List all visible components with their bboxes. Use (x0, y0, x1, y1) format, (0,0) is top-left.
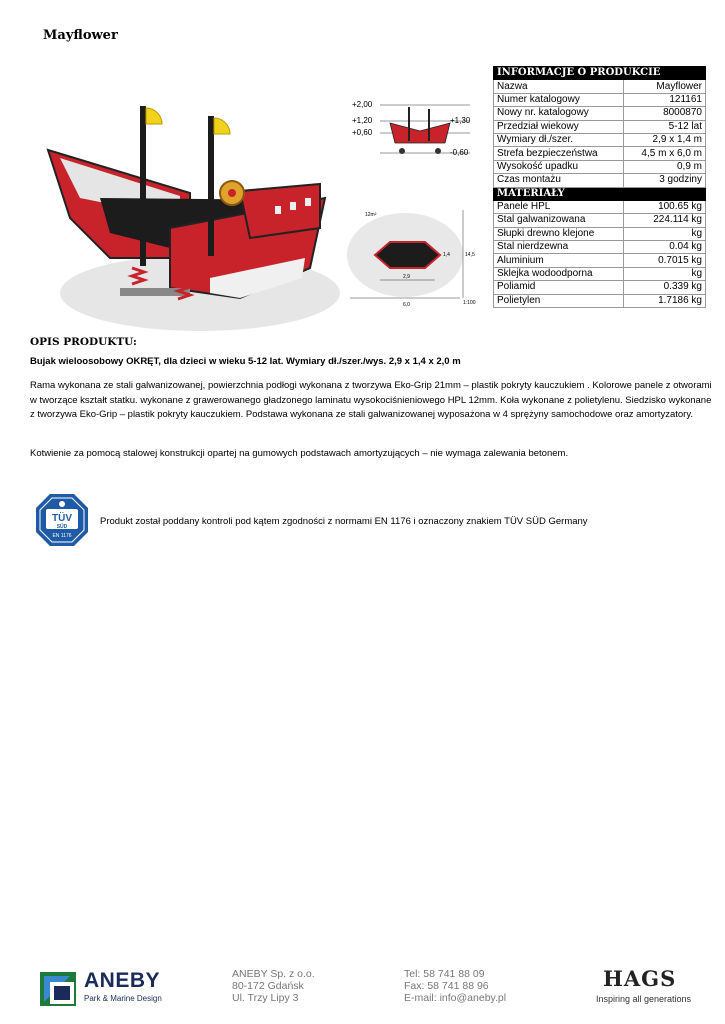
anchoring-paragraph: Kotwienie za pomocą stalowej konstrukcji opartej na gumowych podstawach amortyzujących – nie wymaga zalewania betonem. (30, 448, 569, 459)
side-label: +1,20 (352, 116, 373, 125)
row-label: Wymiary dł./szer. (494, 133, 624, 146)
dim-label: 6,0 (403, 302, 410, 308)
tuv-logo-text: EN 1176 (52, 533, 72, 539)
email[interactable]: E-mail: info@aneby.pl (404, 992, 507, 1004)
description-subtitle: Bujak wieloosobowy OKRĘT, dla dzieci w wieku 5-12 lat. Wymiary dł./szer./wys. 2,9 x 1,4 x 2,0 m (30, 356, 461, 367)
table-row (494, 93, 706, 106)
side-label: +2,00 (352, 100, 373, 109)
description-paragraph: Rama wykonana ze stali galwanizowanej, powierzchnia podłogi wykonana z tworzywa Eko-Grip 21mm – plastik pokryty kauczukiem . Kolorowe panele z otworami w tworzące kształt statku. wykonane z grawerowanego gładzonego laminatu wysokociśnieniowego HPL 12mm. Koła wykonane z polietylenu. Siedzisko wykonane z tworzywa Eko-Grip – plastik pokryty kauczukiem. Podstawa wykonana ze stali galwanizowanej wyposażona w 4 sprężyny samochodowe oraz amortyzatory. (30, 380, 712, 420)
row-label: Czas montażu (494, 174, 624, 187)
fax: Fax: 58 741 88 96 (404, 980, 489, 992)
row-label: Aluminium (494, 254, 624, 267)
tuv-statement: Produkt został poddany kontroli pod kątem zgodności z normami EN 1176 i oznaczony znakiem TÜV SÜD Germany (100, 516, 588, 527)
row-value: 0.04 kg (624, 241, 706, 254)
row-value: 100.65 kg (624, 200, 706, 213)
row-value: 121161 (624, 93, 706, 106)
table-row (494, 254, 706, 267)
row-label: Stal nierdzewna (494, 241, 624, 254)
address-line: Ul. Trzy Lipy 3 (232, 992, 299, 1004)
company-contact (404, 968, 506, 1004)
row-value: 1.7186 kg (624, 294, 706, 307)
company-address (232, 968, 315, 1004)
table-row (494, 107, 706, 120)
row-label: Nazwa (494, 80, 624, 93)
table-row (494, 133, 706, 146)
row-value: Mayflower (624, 80, 706, 93)
row-value: 5-12 lat (624, 120, 706, 133)
table-row (494, 281, 706, 294)
row-label: Panele HPL (494, 200, 624, 213)
side-label: -0,60 (450, 148, 469, 157)
row-label: Numer katalogowy (494, 93, 624, 106)
phone: Tel: 58 741 88 09 (404, 968, 485, 980)
aneby-name: ANEBY (84, 969, 161, 992)
table-row (494, 241, 706, 254)
page-title: Mayflower (43, 28, 118, 43)
info-header: INFORMACJE O PRODUKCIE (494, 67, 706, 80)
row-value: kg (624, 267, 706, 280)
table-row (494, 200, 706, 213)
hags-tagline: Inspiring all generations (596, 994, 692, 1004)
table-row (494, 294, 706, 307)
row-label: Przedział wiekowy (494, 120, 624, 133)
tuv-logo-text: TÜV (52, 513, 72, 524)
table-row (494, 227, 706, 240)
row-value: 0.7015 kg (624, 254, 706, 267)
row-value: 3 godziny (624, 174, 706, 187)
table-row (494, 160, 706, 173)
scale-label: 1:100 (463, 300, 476, 306)
row-label: Nowy nr. katalogowy (494, 107, 624, 120)
dim-label: 2,9 (403, 274, 410, 280)
aneby-tagline: Park & Marine Design (84, 994, 162, 1003)
row-label: Stal galwanizowana (494, 214, 624, 227)
table-row (494, 214, 706, 227)
area-label: 12m² (365, 212, 377, 218)
row-value: 0,9 m (624, 160, 706, 173)
dim-label: 14,5 (465, 252, 475, 258)
row-label: Wysokość upadku (494, 160, 624, 173)
row-label: Strefa bezpieczeństwa (494, 147, 624, 160)
row-value: kg (624, 227, 706, 240)
top-view-drawing (345, 200, 480, 310)
table-row (494, 147, 706, 160)
row-value: 224.114 kg (624, 214, 706, 227)
side-label: +0,60 (352, 128, 373, 137)
row-label: Polietylen (494, 294, 624, 307)
product-image (40, 88, 340, 338)
row-value: 4,5 m x 6,0 m (624, 147, 706, 160)
hags-logo: HAGS (603, 966, 677, 991)
address-line: 80-172 Gdańsk (232, 980, 304, 992)
dim-label: 1,4 (443, 252, 450, 258)
address-line: ANEBY Sp. z o.o. (232, 968, 315, 980)
table-header-row (494, 187, 706, 200)
table-row (494, 120, 706, 133)
table-row (494, 80, 706, 93)
tuv-logo-text: SÜD (56, 524, 68, 530)
product-info-table (493, 66, 706, 308)
side-label: +1,30 (450, 116, 471, 125)
table-row (494, 174, 706, 187)
row-label: Poliamid (494, 281, 624, 294)
row-value: 0.339 kg (624, 281, 706, 294)
table-header-row (494, 67, 706, 80)
materials-header: MATERIAŁY (494, 187, 706, 200)
tuv-sud-logo (34, 492, 90, 548)
side-view-drawing (350, 95, 480, 165)
row-value: 2,9 x 1,4 m (624, 133, 706, 146)
description-heading: OPIS PRODUKTU: (30, 336, 137, 348)
table-row (494, 267, 706, 280)
row-label: Słupki drewno klejone (494, 227, 624, 240)
row-value: 8000870 (624, 107, 706, 120)
row-label: Sklejka wodoodporna (494, 267, 624, 280)
